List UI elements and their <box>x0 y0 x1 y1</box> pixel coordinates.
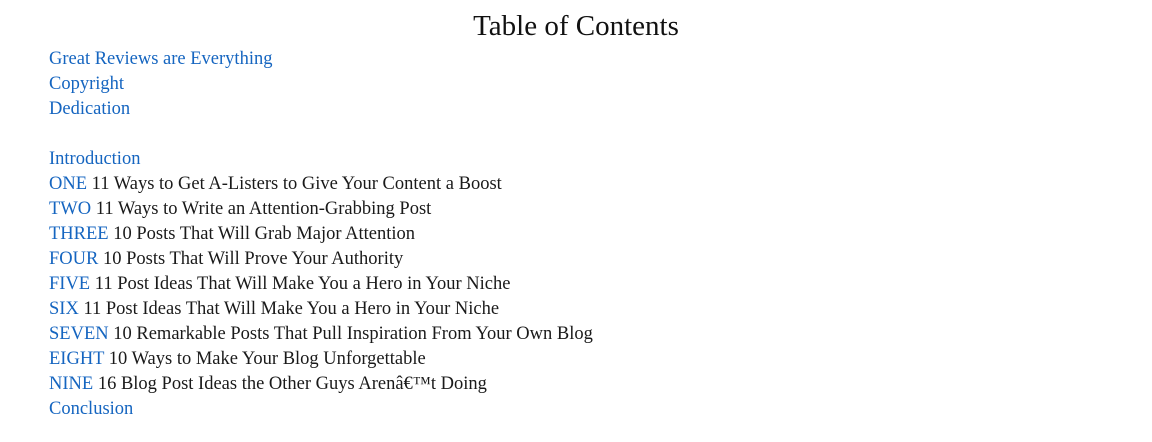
chapter-three-title: 10 Posts That Will Grab Major Attention <box>108 224 415 244</box>
toc-link-chapter-seven[interactable]: SEVEN <box>49 324 109 344</box>
toc-link-chapter-four[interactable]: FOUR <box>49 249 99 269</box>
toc-entry-chapter-five <box>49 272 593 297</box>
toc-link-chapter-six[interactable]: SIX <box>49 299 79 319</box>
chapter-seven-title: 10 Remarkable Posts That Pull Inspiration From Your Own Blog <box>108 324 593 344</box>
toc-entry-chapter-eight <box>49 347 593 372</box>
toc-link-dedication[interactable]: Dedication <box>49 99 131 119</box>
toc-link-copyright[interactable]: Copyright <box>49 74 125 94</box>
chapter-six-title: 11 Post Ideas That Will Make You a Hero in Your Niche <box>78 299 500 319</box>
toc-entry-chapter-four <box>49 247 593 272</box>
toc-link-chapter-nine[interactable]: NINE <box>49 374 94 394</box>
chapter-five-title: 11 Post Ideas That Will Make You a Hero in Your Niche <box>90 274 511 294</box>
toc-link-great-reviews[interactable]: Great Reviews are Everything <box>49 49 273 69</box>
toc-link-introduction[interactable]: Introduction <box>49 149 141 169</box>
toc-link-chapter-five[interactable]: FIVE <box>49 274 91 294</box>
toc-entry-chapter-one <box>49 172 593 197</box>
page-title: Table of Contents <box>473 10 679 42</box>
chapter-nine-title: 16 Blog Post Ideas the Other Guys Arenâ€™t Doing <box>93 374 487 394</box>
chapter-four-title: 10 Posts That Will Prove Your Authority <box>98 249 404 269</box>
toc-entry-chapter-three <box>49 222 593 247</box>
toc-entry-chapter-nine <box>49 372 593 397</box>
toc-entry-introduction <box>49 147 593 172</box>
toc-entry-copyright <box>49 72 593 97</box>
chapter-one-title: 11 Ways to Get A-Listers to Give Your Content a Boost <box>87 174 502 194</box>
toc-link-conclusion[interactable]: Conclusion <box>49 399 134 419</box>
toc-entry-chapter-seven <box>49 322 593 347</box>
toc-entry-great-reviews <box>49 47 593 72</box>
toc-link-chapter-three[interactable]: THREE <box>49 224 109 244</box>
toc-link-chapter-eight[interactable]: EIGHT <box>49 349 105 369</box>
toc-entry-chapter-two <box>49 197 593 222</box>
chapter-two-title: 11 Ways to Write an Attention-Grabbing Post <box>91 199 432 219</box>
toc-entry-dedication <box>49 97 593 122</box>
toc-entry-chapter-six <box>49 297 593 322</box>
table-of-contents <box>49 47 593 422</box>
toc-entry-conclusion <box>49 397 593 422</box>
toc-link-chapter-two[interactable]: TWO <box>49 199 92 219</box>
chapter-eight-title: 10 Ways to Make Your Blog Unforgettable <box>104 349 426 369</box>
toc-link-chapter-one[interactable]: ONE <box>49 174 88 194</box>
